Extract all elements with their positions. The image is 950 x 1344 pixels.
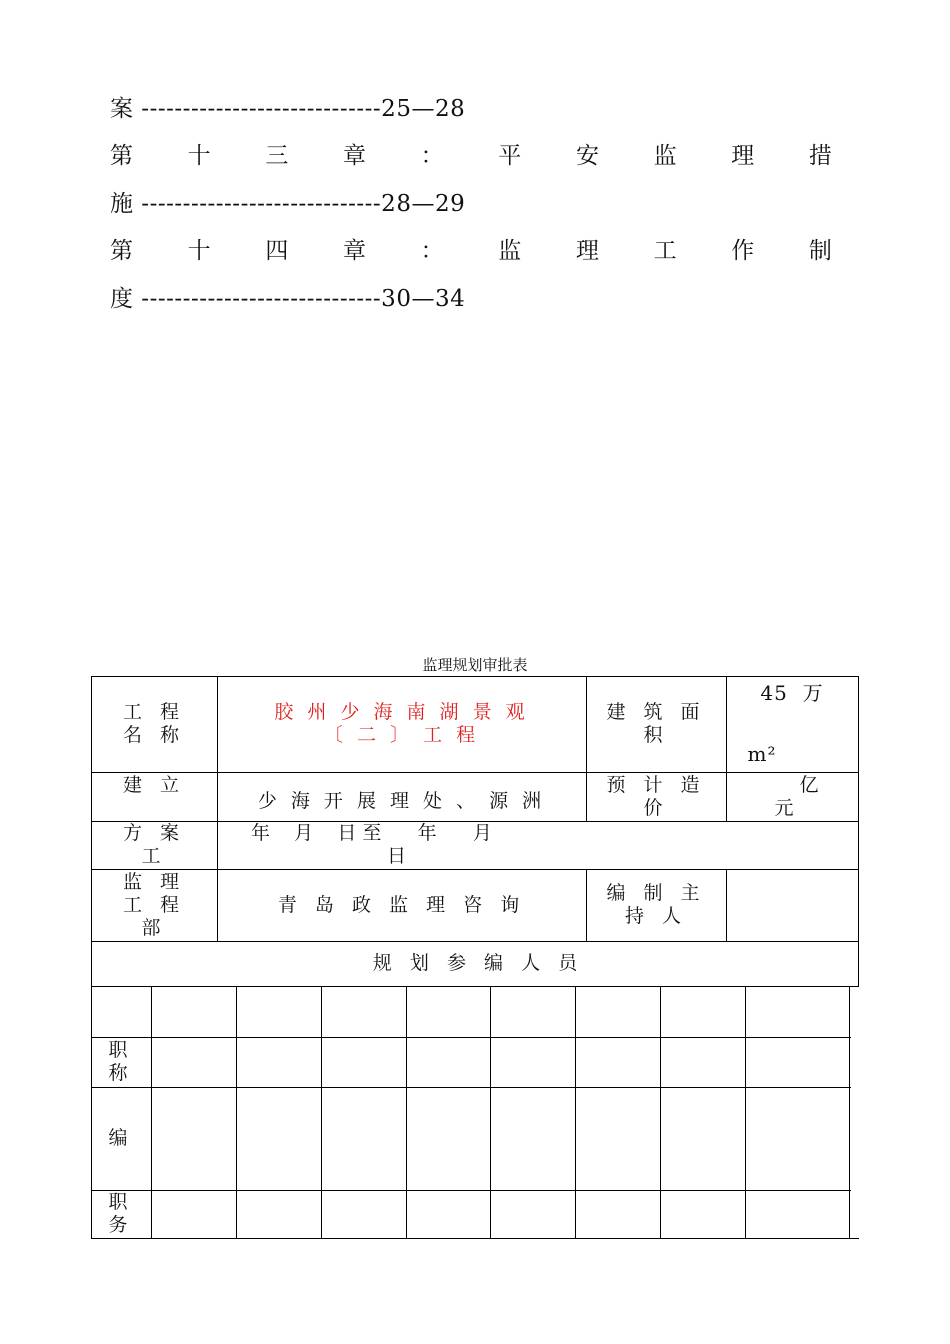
toc-char: 理 (575, 238, 599, 264)
estimated-cost-label: 预 计 造 价 (606, 773, 706, 819)
staff-section-title: 规 划 参 编 人 员 (372, 952, 578, 974)
builder-label: 建 立 (122, 774, 186, 796)
toc-char: 理 (731, 143, 755, 169)
toc-char: 章 (342, 238, 366, 264)
table-line (91, 986, 859, 987)
toc-line-1: 案 -----------------------------25—28 (110, 96, 466, 122)
table-line (91, 1190, 851, 1191)
table-line (236, 986, 237, 1239)
toc-char: 第 (110, 238, 133, 264)
table-line (745, 986, 746, 1239)
schedule-label: 方 案 工 (122, 822, 186, 867)
table-line (91, 1238, 859, 1239)
toc-char: 监 (653, 143, 677, 169)
toc-char: 工 (653, 238, 677, 264)
chief-editor-label: 编 制 主 持 人 (606, 882, 706, 927)
project-name-label: 工 程 名 称 (122, 701, 186, 746)
toc-char: 十 (187, 238, 211, 264)
toc-line-3: 施 -----------------------------28—29 (110, 191, 466, 217)
toc-char: 措 (808, 143, 832, 169)
toc-char: 安 (575, 143, 599, 169)
position-row-label: 职 务 (108, 1191, 134, 1236)
table-line (151, 986, 152, 1239)
toc-char: 第 (110, 143, 133, 169)
toc-line-5: 度 -----------------------------30—34 (110, 286, 466, 312)
table-line (91, 1087, 851, 1088)
toc-char: 平 (498, 143, 522, 169)
chief-editor-value (726, 869, 858, 941)
toc-char: 制 (808, 238, 832, 264)
toc-char: 三 (265, 143, 289, 169)
toc-char: ： (420, 143, 444, 169)
supervision-dept-label: 监 理 工 程 部 (122, 870, 186, 939)
table-line (660, 986, 661, 1239)
schedule-value: 年 月 日 至 年 月 日 (251, 822, 492, 867)
building-area-label: 建 筑 面 积 (606, 701, 706, 746)
approval-table (91, 676, 859, 1239)
toc-char: 四 (265, 238, 289, 264)
toc-char: 监 (498, 238, 522, 264)
title-row-label: 职 称 (108, 1039, 134, 1084)
table-line (575, 986, 576, 1239)
table-line (91, 1037, 851, 1038)
table-line (490, 986, 491, 1239)
toc-char: 章 (342, 143, 366, 169)
estimated-cost-value: 亿 元 (774, 773, 825, 819)
toc-line-4 (110, 236, 832, 266)
edit-row-label: 编 (108, 1127, 134, 1149)
table-line (849, 986, 850, 1239)
table-caption: 监理规划审批表 (422, 656, 528, 674)
supervision-dept-value: 青 岛 政 监 理 咨 询 (277, 893, 526, 916)
project-name-value: 胶 州 少 海 南 湖 景 观 〔 二 〕 工 程 (274, 701, 529, 746)
building-area-value: 45 万 m² (747, 681, 824, 766)
table-line (321, 986, 322, 1239)
toc-line-2 (110, 141, 832, 171)
table-line (406, 986, 407, 1239)
builder-value: 少 海 开 展 理 处 、 源 洲 (257, 790, 546, 812)
toc-char: 作 (731, 238, 755, 264)
toc-char: ： (420, 238, 444, 264)
toc-char: 十 (187, 143, 211, 169)
